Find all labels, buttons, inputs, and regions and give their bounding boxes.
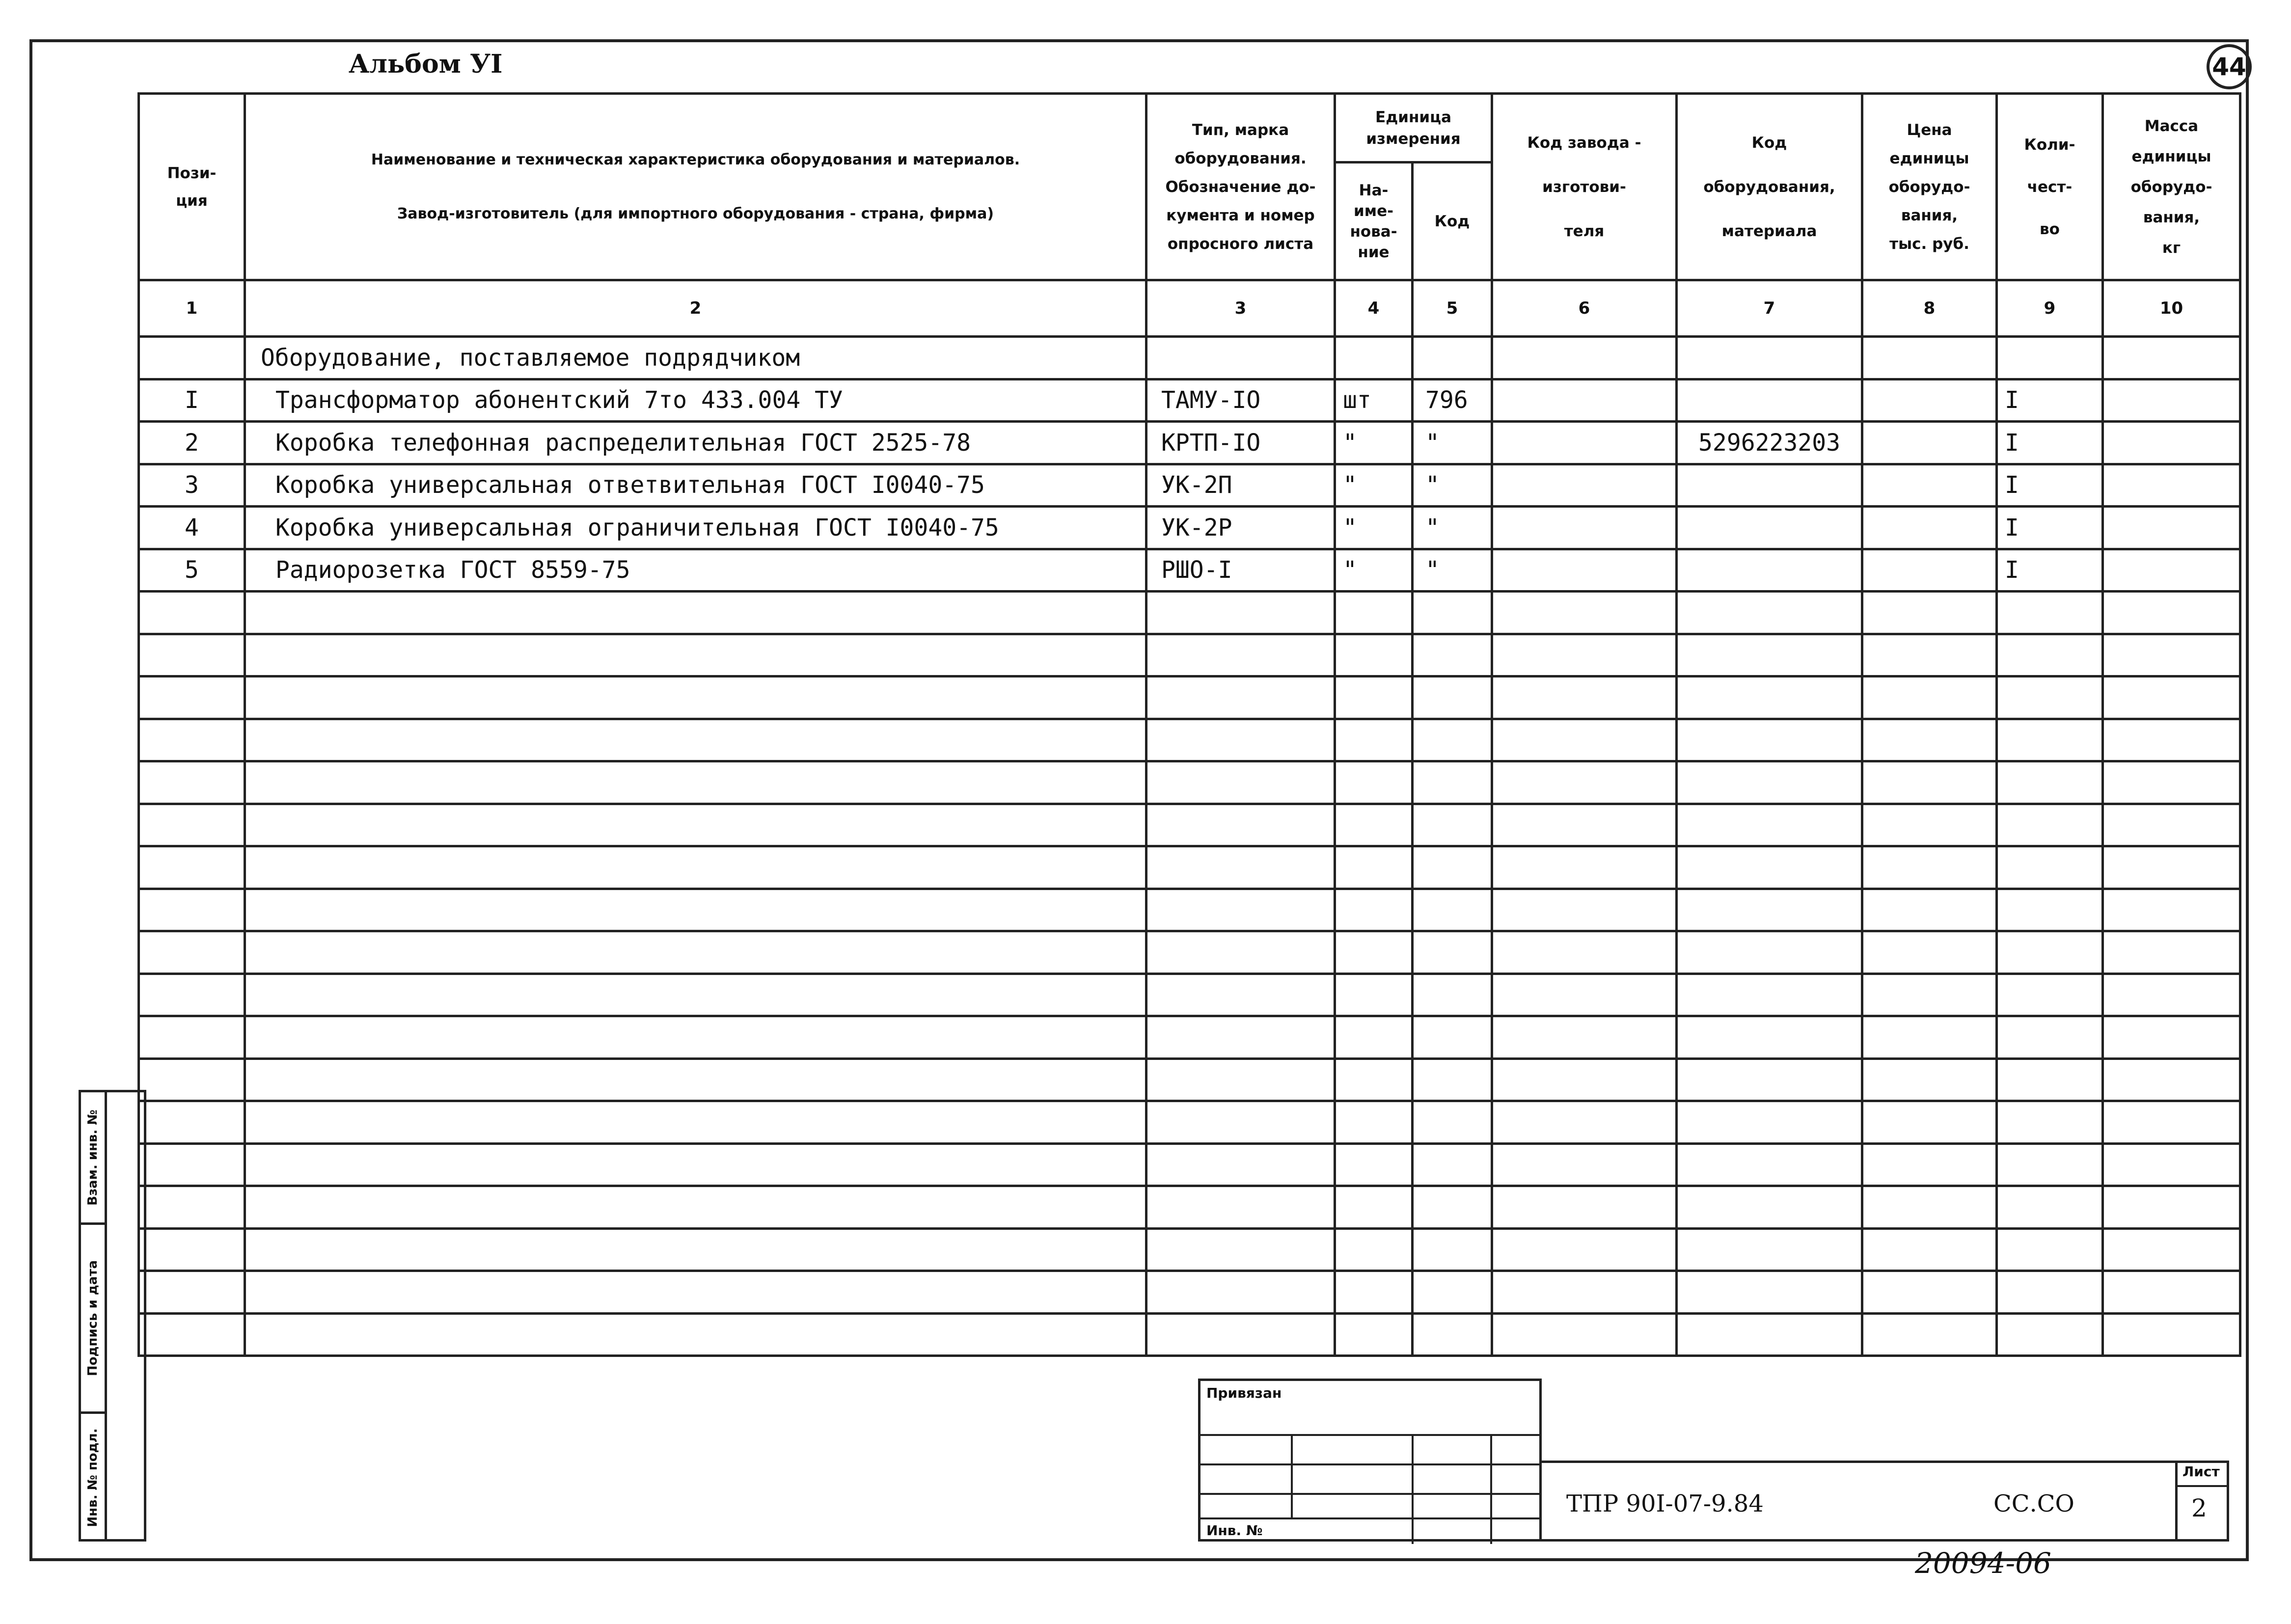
col-number: 7	[1677, 280, 1862, 337]
table-row: 4 Коробка универсальная ограничительная ГОСТ I0040-75 УК-2Р " " I	[139, 507, 2240, 549]
col-number: 6	[1492, 280, 1677, 337]
archive-number: 20094-06	[1915, 1546, 2051, 1580]
col-number: 9	[1997, 280, 2103, 337]
col-number: 3	[1146, 280, 1335, 337]
col-number: 5	[1413, 280, 1492, 337]
sheet-number: 2	[2191, 1494, 2207, 1522]
header-name: Наименование и техническая характеристика оборудования и материалов. Завод-изготовитель (для импортного оборудования - страна, фирма)	[245, 94, 1146, 280]
specification-table	[137, 92, 2241, 1357]
table-row: 2 Коробка телефонная распределительная ГОСТ 2525-78 КРТП-IO " " 5296223203 I	[139, 422, 2240, 464]
header-mass: Масса единицы оборудо- вания, кг	[2103, 94, 2240, 280]
section-title: Оборудование, поставляемое подрядчиком	[245, 337, 1146, 379]
column-numbers-row	[139, 280, 2240, 337]
header-material-code: Код оборудования, материала	[1677, 94, 1862, 280]
empty-row	[139, 846, 2240, 889]
sidebar-vzam-label: Взам. инв. №	[85, 1109, 100, 1206]
empty-row	[139, 1271, 2240, 1314]
col-number: 10	[2103, 280, 2240, 337]
header-position: Пози- ция	[139, 94, 245, 280]
header-quantity: Коли- чест- во	[1997, 94, 2103, 280]
empty-row	[139, 677, 2240, 719]
document-code: ТПР 90I-07-9.84	[1566, 1490, 1764, 1517]
empty-row	[139, 974, 2240, 1016]
sidebar-signature-label: Подпись и дата	[85, 1260, 100, 1377]
sheet-label: Лист	[2182, 1463, 2220, 1480]
header-unit-name: На- име- нова- ние	[1335, 162, 1413, 280]
empty-row	[139, 592, 2240, 634]
album-title: Альбом УI	[349, 49, 503, 79]
empty-row	[139, 1228, 2240, 1271]
sidebar-signature-cell	[81, 1225, 105, 1414]
empty-row	[139, 1186, 2240, 1229]
sidebar-inv-cell	[81, 1414, 105, 1542]
header-type: Тип, марка оборудования. Обозначение до- кумента и номер опросного листа	[1146, 94, 1335, 280]
col-number: 4	[1335, 280, 1413, 337]
sidebar-inv-label: Инв. № подл.	[85, 1428, 100, 1527]
empty-row	[139, 1143, 2240, 1186]
sheet-box	[2175, 1461, 2229, 1542]
empty-row	[139, 761, 2240, 804]
header-unit-code: Код	[1413, 162, 1492, 280]
empty-row	[139, 719, 2240, 761]
section-row	[139, 337, 2240, 379]
header-price: Цена единицы оборудо- вания, тыс. руб.	[1862, 94, 1997, 280]
col-number: 8	[1862, 280, 1997, 337]
col-number: 1	[139, 280, 245, 337]
empty-row	[139, 804, 2240, 846]
table-row: 5 Радиорозетка ГОСТ 8559-75 РШО-I " " I	[139, 549, 2240, 592]
binding-stamp	[1198, 1379, 1542, 1542]
table-row: 3 Коробка универсальная ответвительная ГОСТ I0040-75 УК-2П " " I	[139, 464, 2240, 507]
empty-row	[139, 1313, 2240, 1356]
empty-row	[139, 1058, 2240, 1101]
empty-row	[139, 889, 2240, 931]
document-suffix: СС.СО	[1993, 1490, 2074, 1517]
empty-row	[139, 634, 2240, 677]
page-number-circle: 44	[2207, 44, 2252, 89]
empty-row	[139, 1101, 2240, 1144]
col-number: 2	[245, 280, 1146, 337]
left-approval-strip	[79, 1090, 146, 1542]
stamp-privyazan: Привязан	[1206, 1385, 1282, 1401]
empty-row	[139, 1016, 2240, 1059]
header-unit-group: Единица измерения	[1335, 94, 1492, 162]
empty-row	[139, 931, 2240, 974]
table-row: I Трансформатор абонентский 7то 433.004 ТУ ТАМУ-IO шт 796 I	[139, 379, 2240, 422]
sidebar-vzam-cell	[81, 1092, 105, 1225]
stamp-inv-no: Инв. №	[1206, 1522, 1263, 1539]
header-manufacturer-code: Код завода - изготови- теля	[1492, 94, 1677, 280]
